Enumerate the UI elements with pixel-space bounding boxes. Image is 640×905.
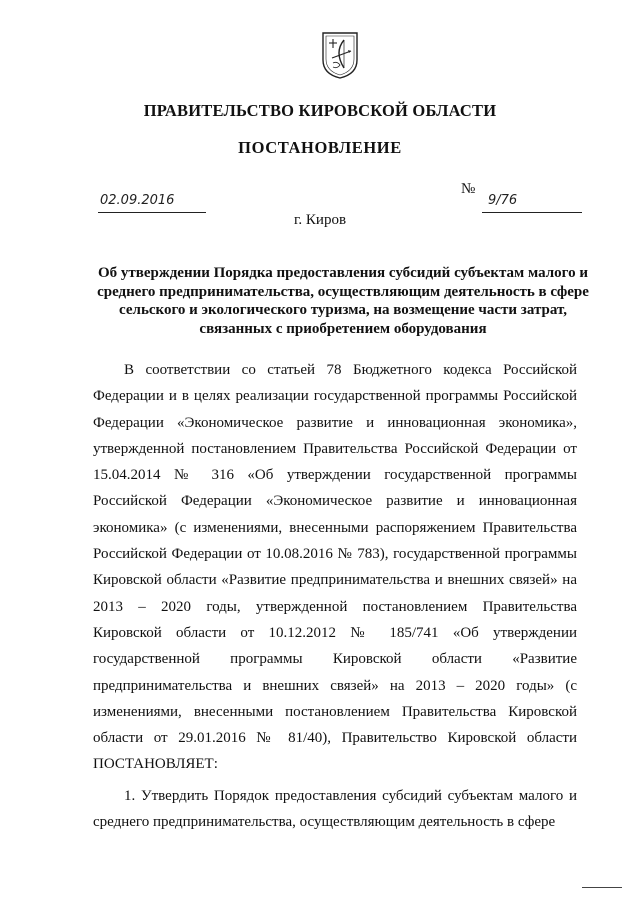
document-number: 9/76 [488,193,518,208]
footer-mark [582,887,622,888]
city: г. Киров [293,212,347,228]
document-date: 02.09.2016 [100,193,175,208]
document-body [93,357,577,835]
body-paragraph-2: 1. Утвердить Порядок предоставления субсидий субъектам малого и среднего предпринимательства, осуществляющим деятельность в сфере [93,787,577,831]
government-title: ПРАВИТЕЛЬСТВО КИРОВСКОЙ ОБЛАСТИ [143,101,497,120]
document-type: ПОСТАНОВЛЕНИЕ [238,138,402,157]
number-field [482,192,582,213]
body-paragraph-1: В соответствии со статьей 78 Бюджетного кодекса Российской Федерации и в целях реализации государственной программы Российской Федерации «Экономическое развитие и инновационная экономика», утвержденной постановлением Правительства Российской Федерации от 15.04.2014 № 316 «Об утверждении государственной программы Российской Федерации «Экономическое развитие и инновационная экономика» (с изменениями, внесенными распоряжением Правительства Российской Федерации от 10.08.2016 № 783), государственной программы Кировской области «Развитие предпринимательства и внешних связей» на 2013 – 2020 годы, утвержденной постановлением Правительства Кировской области от 10.12.2012 № 185/741 «Об утверждении государственной программы Кировской области «Развитие предпринимательства и внешних связей» на 2013 – 2020 годы» (с изменениями, внесенными постановлением Правительства Кировской области от 29.01.2016 № 81/40), Правительство Кировской области ПОСТАНОВЛЯЕТ: [93,362,577,773]
coat-of-arms-icon [320,30,360,80]
date-field [98,192,206,213]
document-subject: Об утверждении Порядка предоставления субсидий субъектам малого и среднего предпринимательства, осуществляющим деятельность в сфере сельского и экологического туризма, на возмещение части затрат, связанных с приобретением оборудования [97,265,589,337]
number-sign: № [461,181,476,197]
